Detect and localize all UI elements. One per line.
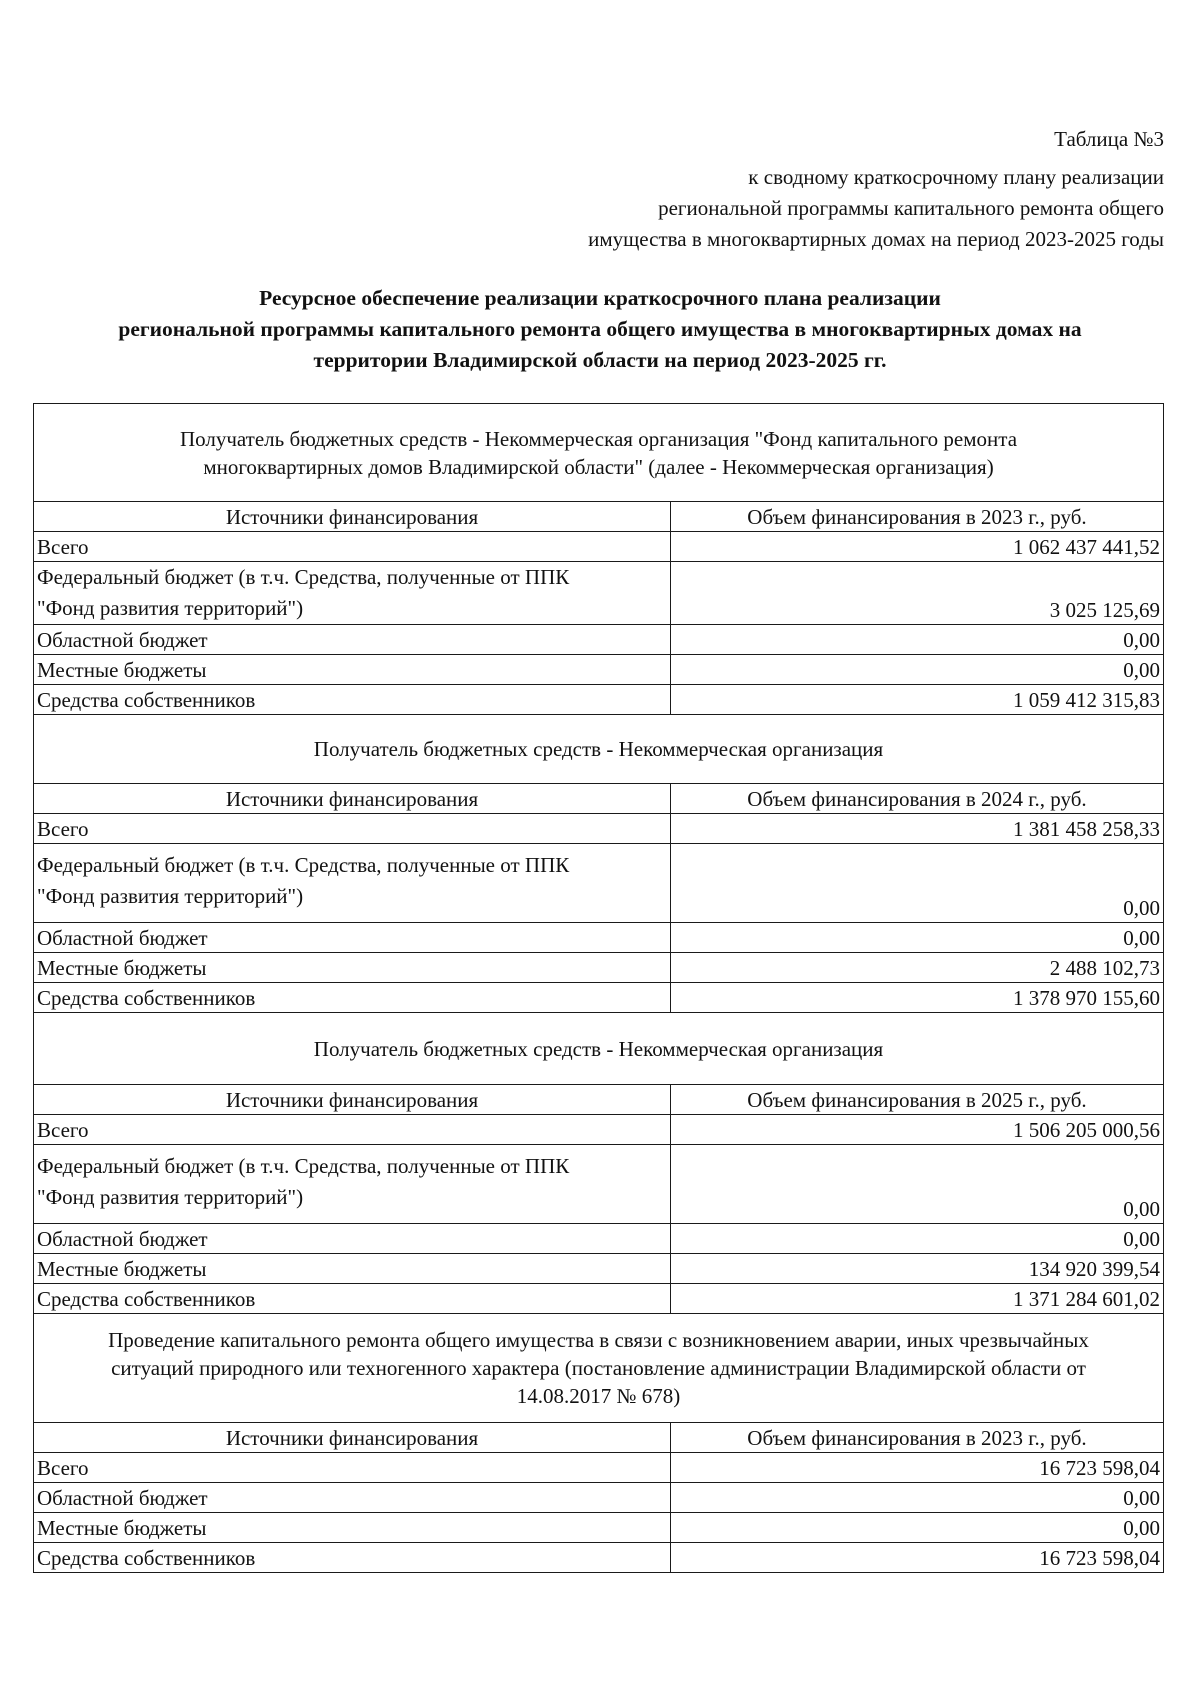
col-header-source: Источники финансирования (34, 1085, 671, 1115)
row-label-line: Федеральный бюджет (в т.ч. Средства, полученные от ППК (37, 565, 570, 589)
table-row (34, 1145, 1164, 1224)
row-label (34, 562, 671, 625)
row-value: 1 062 437 441,52 (671, 532, 1164, 562)
header-line: к сводному краткосрочному плану реализации (748, 165, 1164, 189)
table-row (34, 685, 1164, 715)
row-label (34, 844, 671, 923)
row-label: Местные бюджеты (34, 1254, 671, 1284)
row-value: 0,00 (671, 655, 1164, 685)
section-heading-row (34, 1314, 1164, 1423)
section-heading: Получатель бюджетных средств - Некоммерческая организация (34, 1013, 1164, 1085)
row-label: Областной бюджет (34, 923, 671, 953)
table-row (34, 1543, 1164, 1573)
row-label: Средства собственников (34, 1284, 671, 1314)
col-header-source: Источники финансирования (34, 1423, 671, 1453)
col-header-amount: Объем финансирования в 2023 г., руб. (671, 502, 1164, 532)
table-row (34, 1453, 1164, 1483)
row-label: Местные бюджеты (34, 1513, 671, 1543)
row-value: 1 506 205 000,56 (671, 1115, 1164, 1145)
title-line: Ресурсное обеспечение реализации краткосрочного плана реализации (259, 286, 941, 310)
row-value: 134 920 399,54 (671, 1254, 1164, 1284)
row-value: 0,00 (671, 625, 1164, 655)
row-label: Средства собственников (34, 983, 671, 1013)
row-label: Всего (34, 1453, 671, 1483)
column-header-row (34, 1423, 1164, 1453)
table-row (34, 1513, 1164, 1543)
table-row (34, 844, 1164, 923)
col-header-source: Источники финансирования (34, 502, 671, 532)
row-label-line: Федеральный бюджет (в т.ч. Средства, полученные от ППК (37, 1154, 570, 1178)
col-header-source: Источники финансирования (34, 784, 671, 814)
row-label: Всего (34, 814, 671, 844)
row-value: 0,00 (671, 844, 1164, 923)
row-value: 0,00 (671, 1483, 1164, 1513)
row-label: Средства собственников (34, 1543, 671, 1573)
funding-table (33, 403, 1164, 1573)
column-header-row (34, 502, 1164, 532)
title-line: территории Владимирской области на период 2023-2025 гг. (313, 348, 887, 372)
row-value: 0,00 (671, 1145, 1164, 1224)
row-value: 0,00 (671, 1224, 1164, 1254)
row-label-line: "Фонд развития территорий") (37, 1185, 304, 1209)
row-value: 1 381 458 258,33 (671, 814, 1164, 844)
row-label-line: "Фонд развития территорий") (37, 884, 304, 908)
row-label: Областной бюджет (34, 625, 671, 655)
row-label: Местные бюджеты (34, 953, 671, 983)
table-row (34, 1224, 1164, 1254)
row-label: Областной бюджет (34, 1224, 671, 1254)
table-row (34, 655, 1164, 685)
section-heading-row (34, 404, 1164, 502)
table-row (34, 814, 1164, 844)
table-row (34, 983, 1164, 1013)
row-label: Средства собственников (34, 685, 671, 715)
row-value: 0,00 (671, 1513, 1164, 1543)
row-label (34, 1145, 671, 1224)
row-value: 1 059 412 315,83 (671, 685, 1164, 715)
table-reference-header (588, 124, 1164, 255)
section-heading: Получатель бюджетных средств - Некоммерческая организация "Фонд капитального ремонта многоквартирных домов Владимирской области" (далее - Некоммерческая организация) (34, 404, 1164, 502)
row-value: 16 723 598,04 (671, 1453, 1164, 1483)
section-heading-row (34, 715, 1164, 784)
col-header-amount: Объем финансирования в 2025 г., руб. (671, 1085, 1164, 1115)
column-header-row (34, 784, 1164, 814)
row-value: 1 371 284 601,02 (671, 1284, 1164, 1314)
table-row (34, 1254, 1164, 1284)
table-row (34, 1284, 1164, 1314)
table-row (34, 1483, 1164, 1513)
title-line: региональной программы капитального ремонта общего имущества в многоквартирных домах на (118, 317, 1082, 341)
table-row (34, 532, 1164, 562)
header-line: имущества в многоквартирных домах на период 2023-2025 годы (588, 227, 1164, 251)
col-header-amount: Объем финансирования в 2024 г., руб. (671, 784, 1164, 814)
table-row (34, 953, 1164, 983)
column-header-row (34, 1085, 1164, 1115)
document-title (40, 283, 1160, 376)
table-row (34, 1115, 1164, 1145)
section-heading: Проведение капитального ремонта общего имущества в связи с возникновением аварии, иных чрезвычайных ситуаций природного или техногенного характера (постановление администрации Владимирской области от 14.08.2017 № 678) (34, 1314, 1164, 1423)
row-label: Всего (34, 532, 671, 562)
row-value: 3 025 125,69 (671, 562, 1164, 625)
row-value: 16 723 598,04 (671, 1543, 1164, 1573)
row-value: 2 488 102,73 (671, 953, 1164, 983)
table-row (34, 625, 1164, 655)
row-value: 0,00 (671, 923, 1164, 953)
row-label: Областной бюджет (34, 1483, 671, 1513)
table-row (34, 923, 1164, 953)
table-number: Таблица №3 (1054, 127, 1164, 151)
header-line: региональной программы капитального ремонта общего (658, 196, 1164, 220)
table-row (34, 562, 1164, 625)
section-heading-row (34, 1013, 1164, 1085)
section-heading: Получатель бюджетных средств - Некоммерческая организация (34, 715, 1164, 784)
row-label: Местные бюджеты (34, 655, 671, 685)
row-label-line: Федеральный бюджет (в т.ч. Средства, полученные от ППК (37, 853, 570, 877)
col-header-amount: Объем финансирования в 2023 г., руб. (671, 1423, 1164, 1453)
row-value: 1 378 970 155,60 (671, 983, 1164, 1013)
row-label-line: "Фонд развития территорий") (37, 596, 304, 620)
row-label: Всего (34, 1115, 671, 1145)
